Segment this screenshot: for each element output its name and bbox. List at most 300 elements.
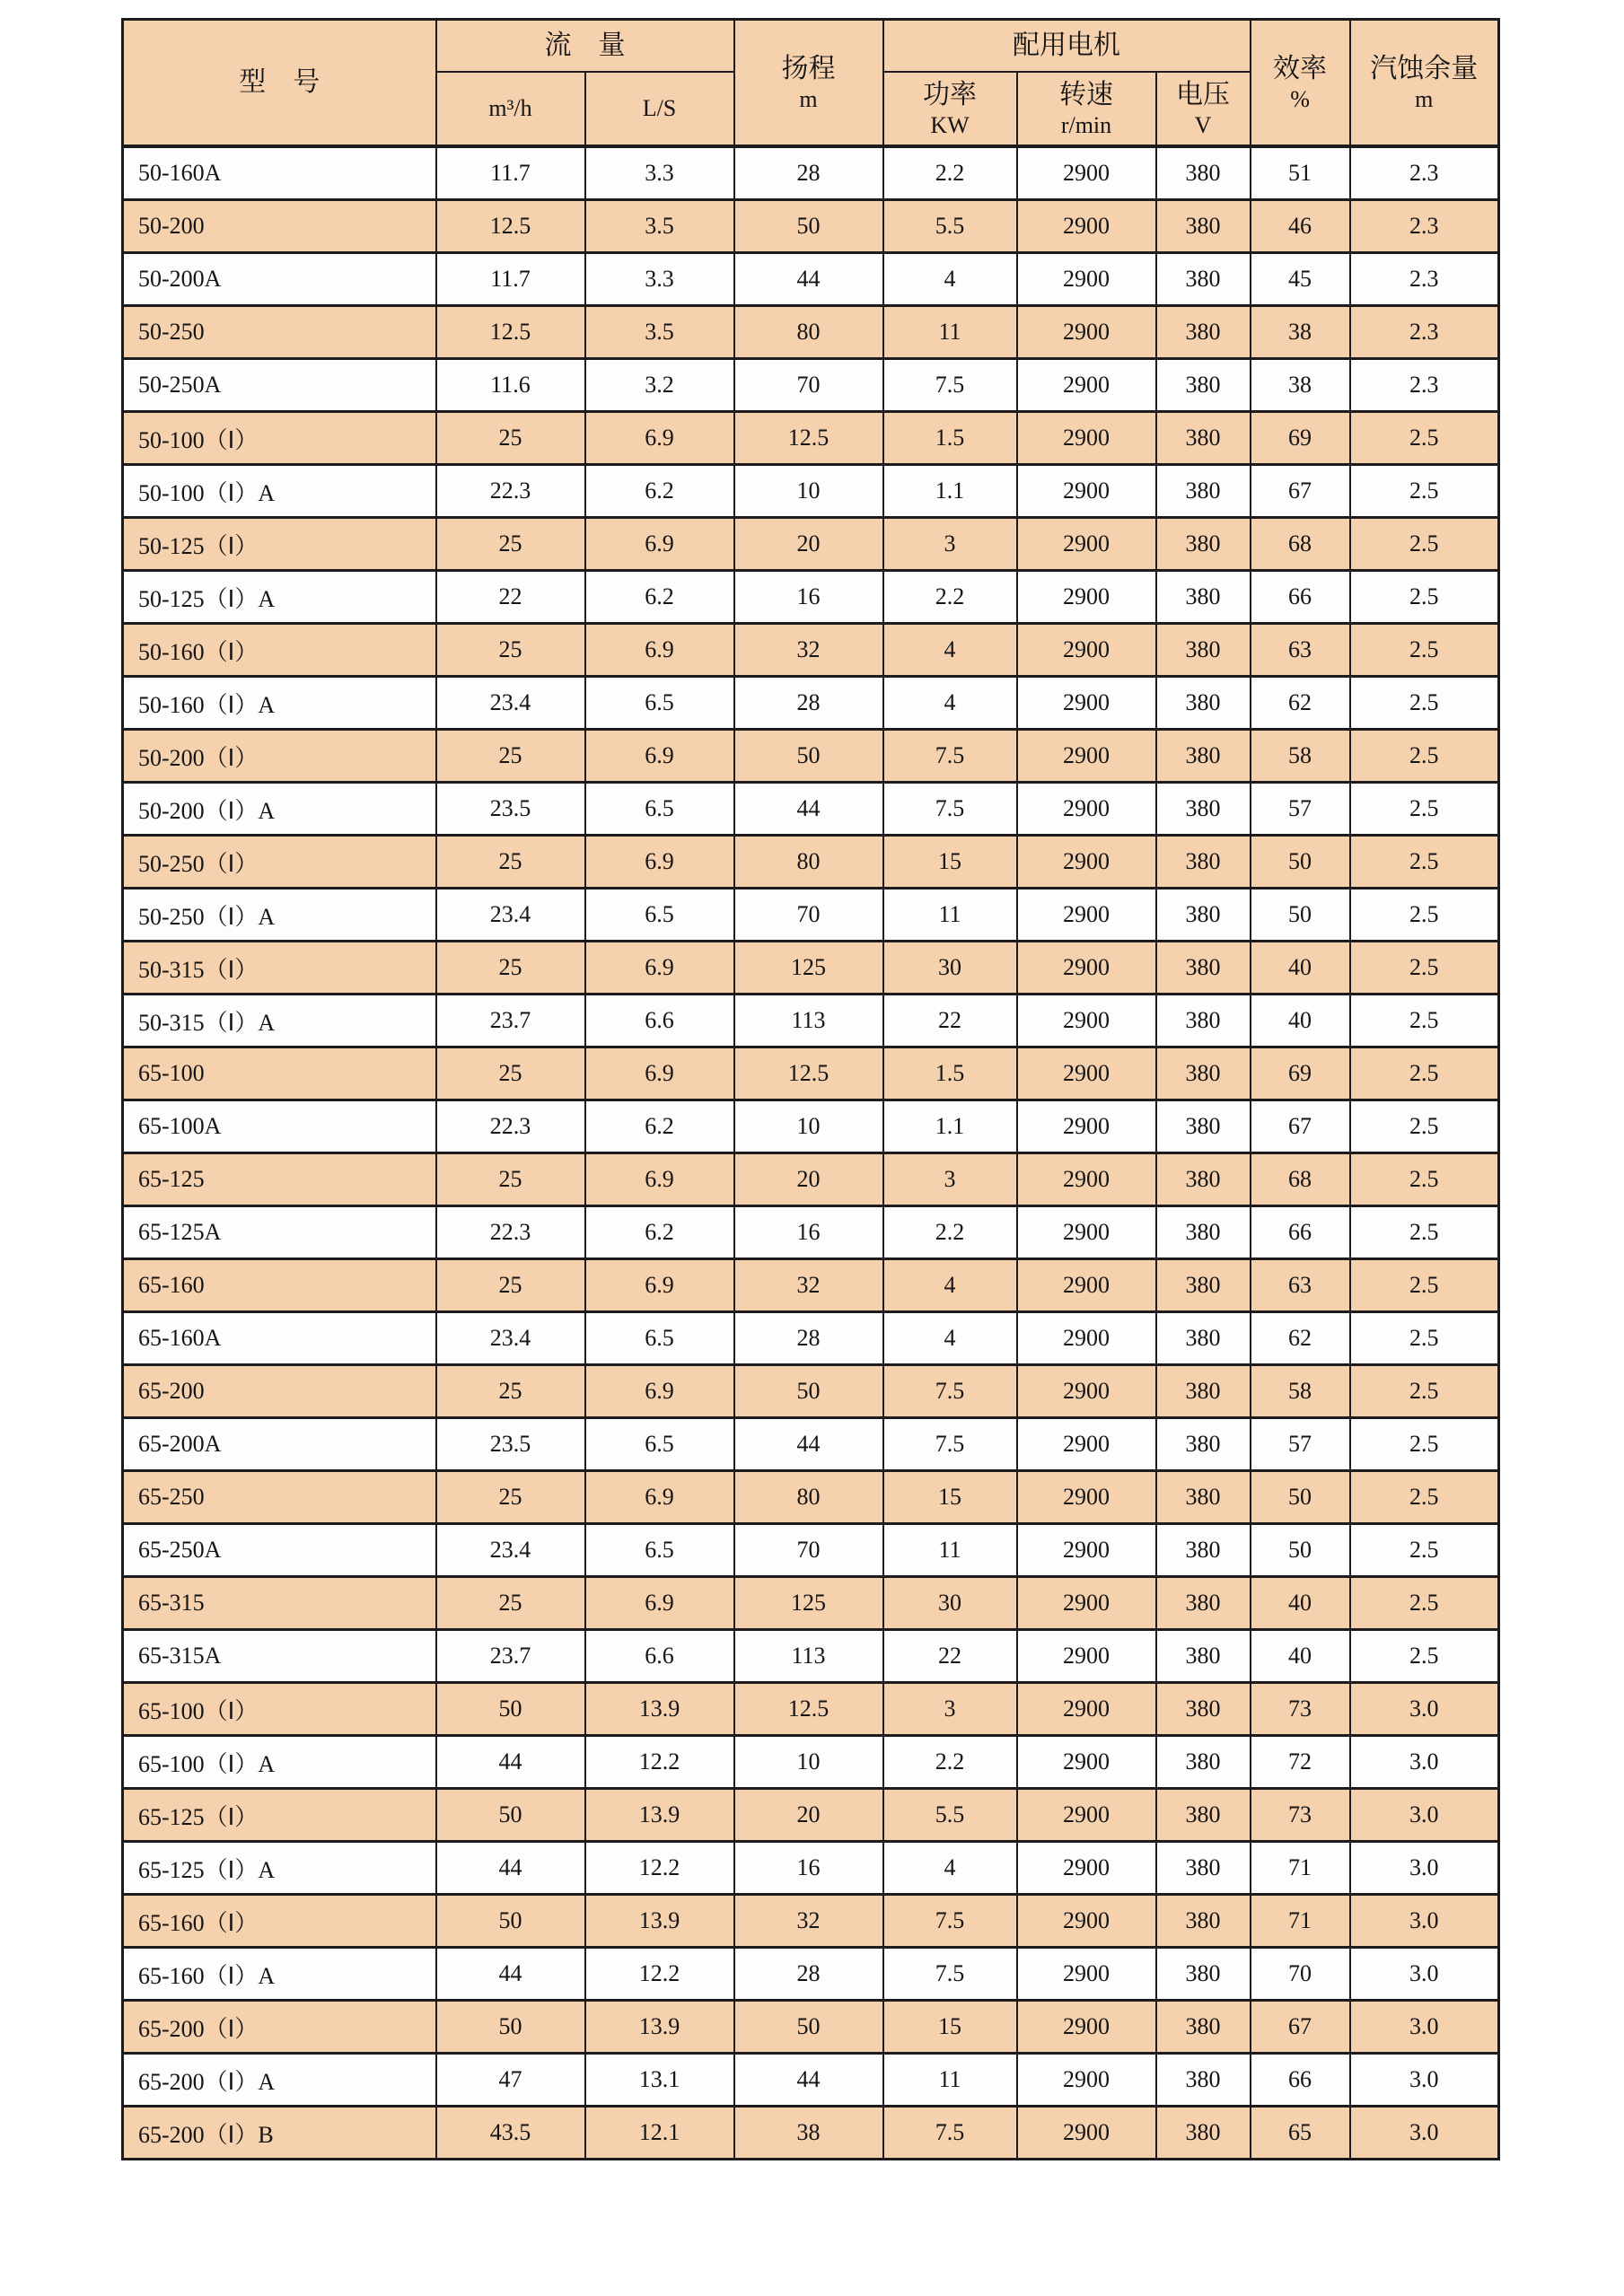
value-cell: 380: [1156, 1630, 1251, 1683]
model-cell: 50-200: [123, 200, 436, 253]
table-row: [123, 1100, 1499, 1153]
table-row: [123, 1206, 1499, 1259]
value-cell: 2900: [1017, 624, 1156, 677]
value-cell: 51: [1251, 146, 1350, 200]
value-cell: 2900: [1017, 1948, 1156, 2001]
value-cell: 6.9: [585, 942, 734, 995]
model-cell: 65-200A: [123, 1418, 436, 1471]
value-cell: 380: [1156, 942, 1251, 995]
value-cell: 2900: [1017, 1524, 1156, 1577]
value-cell: 2900: [1017, 306, 1156, 359]
value-cell: 20: [734, 1153, 883, 1206]
value-cell: 67: [1251, 465, 1350, 518]
model-cell: 65-250A: [123, 1524, 436, 1577]
value-cell: 7.5: [883, 1365, 1017, 1418]
value-cell: 3.0: [1350, 1842, 1499, 1895]
value-cell: 2.5: [1350, 836, 1499, 889]
value-cell: 2.5: [1350, 571, 1499, 624]
value-cell: 2.5: [1350, 1259, 1499, 1312]
value-cell: 2900: [1017, 730, 1156, 783]
model-cell: 50-100（Ⅰ）: [123, 412, 436, 465]
header-npsh: 汽蚀余量 m: [1350, 20, 1499, 147]
table-row: [123, 730, 1499, 783]
value-cell: 22.3: [436, 1100, 585, 1153]
value-cell: 38: [734, 2107, 883, 2160]
value-cell: 28: [734, 1312, 883, 1365]
value-cell: 2.2: [883, 146, 1017, 200]
value-cell: 2900: [1017, 2107, 1156, 2160]
value-cell: 6.9: [585, 624, 734, 677]
model-cell: 65-100（Ⅰ）A: [123, 1736, 436, 1789]
value-cell: 44: [436, 1736, 585, 1789]
value-cell: 12.5: [734, 1047, 883, 1100]
value-cell: 2900: [1017, 359, 1156, 412]
value-cell: 380: [1156, 306, 1251, 359]
value-cell: 380: [1156, 200, 1251, 253]
model-cell: 50-160（Ⅰ）: [123, 624, 436, 677]
value-cell: 3.0: [1350, 1948, 1499, 2001]
value-cell: 28: [734, 1948, 883, 2001]
value-cell: 380: [1156, 1365, 1251, 1418]
value-cell: 40: [1251, 995, 1350, 1047]
value-cell: 2.5: [1350, 730, 1499, 783]
value-cell: 3.0: [1350, 1895, 1499, 1948]
value-cell: 4: [883, 1842, 1017, 1895]
value-cell: 23.5: [436, 1418, 585, 1471]
table-row: [123, 1630, 1499, 1683]
value-cell: 13.9: [585, 1683, 734, 1736]
value-cell: 2900: [1017, 1365, 1156, 1418]
value-cell: 58: [1251, 1365, 1350, 1418]
value-cell: 1.1: [883, 1100, 1017, 1153]
table-row: [123, 1524, 1499, 1577]
value-cell: 2900: [1017, 412, 1156, 465]
value-cell: 380: [1156, 624, 1251, 677]
model-cell: 65-200（Ⅰ）B: [123, 2107, 436, 2160]
table-row: [123, 1683, 1499, 1736]
value-cell: 380: [1156, 2107, 1251, 2160]
model-cell: 50-125（Ⅰ）: [123, 518, 436, 571]
header-flow-ls: L/S: [585, 72, 734, 146]
value-cell: 22.3: [436, 465, 585, 518]
table-row: [123, 1259, 1499, 1312]
value-cell: 28: [734, 146, 883, 200]
value-cell: 6.5: [585, 1312, 734, 1365]
header-motor-voltage: 电压 V: [1156, 72, 1251, 146]
value-cell: 38: [1251, 306, 1350, 359]
value-cell: 44: [734, 1418, 883, 1471]
value-cell: 2.2: [883, 1736, 1017, 1789]
value-cell: 50: [1251, 889, 1350, 942]
table-row: [123, 1842, 1499, 1895]
value-cell: 2.3: [1350, 253, 1499, 306]
value-cell: 2.5: [1350, 624, 1499, 677]
value-cell: 15: [883, 1471, 1017, 1524]
value-cell: 25: [436, 730, 585, 783]
value-cell: 6.5: [585, 783, 734, 836]
value-cell: 45: [1251, 253, 1350, 306]
value-cell: 6.9: [585, 518, 734, 571]
value-cell: 71: [1251, 1842, 1350, 1895]
value-cell: 11: [883, 2054, 1017, 2107]
value-cell: 12.2: [585, 1842, 734, 1895]
value-cell: 6.9: [585, 1365, 734, 1418]
value-cell: 380: [1156, 518, 1251, 571]
value-cell: 40: [1251, 1577, 1350, 1630]
table-body: [123, 146, 1499, 2160]
value-cell: 2.3: [1350, 306, 1499, 359]
model-cell: 50-125（Ⅰ）A: [123, 571, 436, 624]
value-cell: 380: [1156, 730, 1251, 783]
value-cell: 63: [1251, 624, 1350, 677]
model-cell: 50-160（Ⅰ）A: [123, 677, 436, 730]
header-motor-group: 配用电机: [883, 20, 1251, 73]
value-cell: 3.0: [1350, 2001, 1499, 2054]
value-cell: 2900: [1017, 200, 1156, 253]
value-cell: 16: [734, 1842, 883, 1895]
value-cell: 2900: [1017, 1312, 1156, 1365]
value-cell: 23.4: [436, 1312, 585, 1365]
value-cell: 50: [1251, 1524, 1350, 1577]
table-header: [123, 20, 1499, 147]
model-cell: 50-250（Ⅰ）A: [123, 889, 436, 942]
value-cell: 7.5: [883, 1418, 1017, 1471]
model-cell: 65-200（Ⅰ）A: [123, 2054, 436, 2107]
value-cell: 10: [734, 465, 883, 518]
value-cell: 380: [1156, 1736, 1251, 1789]
value-cell: 380: [1156, 465, 1251, 518]
value-cell: 2900: [1017, 1047, 1156, 1100]
value-cell: 2900: [1017, 1736, 1156, 1789]
value-cell: 66: [1251, 2054, 1350, 2107]
value-cell: 50: [436, 1789, 585, 1842]
value-cell: 380: [1156, 1100, 1251, 1153]
value-cell: 3: [883, 1683, 1017, 1736]
header-flow-m3h: m³/h: [436, 72, 585, 146]
value-cell: 380: [1156, 1789, 1251, 1842]
value-cell: 28: [734, 677, 883, 730]
value-cell: 80: [734, 836, 883, 889]
value-cell: 11.6: [436, 359, 585, 412]
table-row: [123, 1471, 1499, 1524]
value-cell: 40: [1251, 1630, 1350, 1683]
model-cell: 65-250: [123, 1471, 436, 1524]
value-cell: 3.2: [585, 359, 734, 412]
value-cell: 6.5: [585, 1524, 734, 1577]
value-cell: 2.5: [1350, 1471, 1499, 1524]
value-cell: 22: [436, 571, 585, 624]
value-cell: 6.5: [585, 889, 734, 942]
model-cell: 65-200（Ⅰ）: [123, 2001, 436, 2054]
table-row: [123, 359, 1499, 412]
value-cell: 2900: [1017, 1153, 1156, 1206]
table-row: [123, 1153, 1499, 1206]
model-cell: 65-160A: [123, 1312, 436, 1365]
model-cell: 50-250（Ⅰ）: [123, 836, 436, 889]
value-cell: 2.5: [1350, 1312, 1499, 1365]
value-cell: 380: [1156, 1153, 1251, 1206]
table-row: [123, 995, 1499, 1047]
value-cell: 2.3: [1350, 200, 1499, 253]
value-cell: 23.4: [436, 1524, 585, 1577]
value-cell: 6.2: [585, 1206, 734, 1259]
model-cell: 50-250A: [123, 359, 436, 412]
value-cell: 2900: [1017, 1577, 1156, 1630]
value-cell: 68: [1251, 1153, 1350, 1206]
value-cell: 2900: [1017, 518, 1156, 571]
value-cell: 2900: [1017, 146, 1156, 200]
value-cell: 6.5: [585, 677, 734, 730]
value-cell: 69: [1251, 412, 1350, 465]
table-row: [123, 1789, 1499, 1842]
value-cell: 3.0: [1350, 2107, 1499, 2160]
table-row: [123, 2107, 1499, 2160]
value-cell: 2.5: [1350, 1418, 1499, 1471]
table-row: [123, 836, 1499, 889]
value-cell: 3.0: [1350, 2054, 1499, 2107]
table-row: [123, 677, 1499, 730]
value-cell: 44: [436, 1842, 585, 1895]
value-cell: 4: [883, 624, 1017, 677]
value-cell: 2.5: [1350, 1365, 1499, 1418]
value-cell: 113: [734, 1630, 883, 1683]
value-cell: 25: [436, 836, 585, 889]
value-cell: 50: [734, 200, 883, 253]
value-cell: 10: [734, 1736, 883, 1789]
value-cell: 6.9: [585, 836, 734, 889]
value-cell: 16: [734, 571, 883, 624]
table-row: [123, 624, 1499, 677]
value-cell: 6.9: [585, 1471, 734, 1524]
model-cell: 65-315: [123, 1577, 436, 1630]
value-cell: 380: [1156, 1312, 1251, 1365]
value-cell: 12.2: [585, 1948, 734, 2001]
value-cell: 3.5: [585, 306, 734, 359]
value-cell: 38: [1251, 359, 1350, 412]
value-cell: 32: [734, 1259, 883, 1312]
value-cell: 3: [883, 518, 1017, 571]
value-cell: 6.2: [585, 1100, 734, 1153]
value-cell: 12.1: [585, 2107, 734, 2160]
value-cell: 2900: [1017, 1206, 1156, 1259]
value-cell: 16: [734, 1206, 883, 1259]
value-cell: 2.5: [1350, 677, 1499, 730]
table-row: [123, 518, 1499, 571]
value-cell: 6.6: [585, 1630, 734, 1683]
value-cell: 2.5: [1350, 1206, 1499, 1259]
value-cell: 6.2: [585, 571, 734, 624]
value-cell: 12.5: [734, 412, 883, 465]
value-cell: 1.5: [883, 412, 1017, 465]
value-cell: 6.9: [585, 1047, 734, 1100]
value-cell: 2.5: [1350, 1630, 1499, 1683]
value-cell: 6.6: [585, 995, 734, 1047]
value-cell: 2.5: [1350, 1524, 1499, 1577]
value-cell: 6.9: [585, 1259, 734, 1312]
value-cell: 4: [883, 677, 1017, 730]
value-cell: 2900: [1017, 2001, 1156, 2054]
value-cell: 25: [436, 624, 585, 677]
model-cell: 65-160（Ⅰ）: [123, 1895, 436, 1948]
value-cell: 20: [734, 1789, 883, 1842]
value-cell: 380: [1156, 2001, 1251, 2054]
value-cell: 3.0: [1350, 1789, 1499, 1842]
value-cell: 50: [436, 1683, 585, 1736]
model-cell: 50-200（Ⅰ）A: [123, 783, 436, 836]
value-cell: 30: [883, 942, 1017, 995]
value-cell: 3.0: [1350, 1683, 1499, 1736]
value-cell: 20: [734, 518, 883, 571]
value-cell: 50: [1251, 1471, 1350, 1524]
value-cell: 6.5: [585, 1418, 734, 1471]
value-cell: 3: [883, 1153, 1017, 1206]
value-cell: 50: [734, 730, 883, 783]
pump-spec-table: [121, 18, 1500, 2160]
value-cell: 7.5: [883, 730, 1017, 783]
model-cell: 50-315（Ⅰ）: [123, 942, 436, 995]
value-cell: 11: [883, 306, 1017, 359]
value-cell: 2.5: [1350, 1047, 1499, 1100]
table-row: [123, 2054, 1499, 2107]
table-row: [123, 253, 1499, 306]
model-cell: 65-125（Ⅰ）A: [123, 1842, 436, 1895]
value-cell: 70: [734, 359, 883, 412]
value-cell: 66: [1251, 571, 1350, 624]
value-cell: 73: [1251, 1683, 1350, 1736]
value-cell: 25: [436, 1047, 585, 1100]
value-cell: 2.5: [1350, 1153, 1499, 1206]
value-cell: 2900: [1017, 2054, 1156, 2107]
table-row: [123, 571, 1499, 624]
value-cell: 380: [1156, 1842, 1251, 1895]
value-cell: 12.2: [585, 1736, 734, 1789]
value-cell: 25: [436, 412, 585, 465]
value-cell: 113: [734, 995, 883, 1047]
value-cell: 4: [883, 1259, 1017, 1312]
value-cell: 2.2: [883, 571, 1017, 624]
value-cell: 2900: [1017, 783, 1156, 836]
table-row: [123, 783, 1499, 836]
table-row: [123, 1418, 1499, 1471]
table-row: [123, 146, 1499, 200]
value-cell: 70: [734, 1524, 883, 1577]
value-cell: 30: [883, 1577, 1017, 1630]
value-cell: 380: [1156, 1259, 1251, 1312]
value-cell: 63: [1251, 1259, 1350, 1312]
table-row: [123, 306, 1499, 359]
model-cell: 65-100A: [123, 1100, 436, 1153]
value-cell: 2.5: [1350, 995, 1499, 1047]
value-cell: 25: [436, 1153, 585, 1206]
value-cell: 40: [1251, 942, 1350, 995]
value-cell: 72: [1251, 1736, 1350, 1789]
value-cell: 380: [1156, 1418, 1251, 1471]
value-cell: 2900: [1017, 889, 1156, 942]
value-cell: 22: [883, 995, 1017, 1047]
model-cell: 65-125A: [123, 1206, 436, 1259]
value-cell: 2900: [1017, 1895, 1156, 1948]
model-cell: 65-160: [123, 1259, 436, 1312]
value-cell: 43.5: [436, 2107, 585, 2160]
value-cell: 6.2: [585, 465, 734, 518]
value-cell: 380: [1156, 995, 1251, 1047]
value-cell: 32: [734, 1895, 883, 1948]
table-row: [123, 200, 1499, 253]
value-cell: 3.3: [585, 253, 734, 306]
value-cell: 13.9: [585, 2001, 734, 2054]
value-cell: 2.3: [1350, 359, 1499, 412]
value-cell: 380: [1156, 253, 1251, 306]
value-cell: 25: [436, 942, 585, 995]
value-cell: 2900: [1017, 1418, 1156, 1471]
value-cell: 2900: [1017, 1259, 1156, 1312]
value-cell: 23.4: [436, 889, 585, 942]
value-cell: 57: [1251, 1418, 1350, 1471]
value-cell: 6.9: [585, 730, 734, 783]
value-cell: 7.5: [883, 2107, 1017, 2160]
value-cell: 58: [1251, 730, 1350, 783]
value-cell: 73: [1251, 1789, 1350, 1842]
model-cell: 65-100（Ⅰ）: [123, 1683, 436, 1736]
value-cell: 12.5: [436, 306, 585, 359]
header-model: 型 号: [123, 20, 436, 147]
value-cell: 5.5: [883, 200, 1017, 253]
value-cell: 1.1: [883, 465, 1017, 518]
value-cell: 44: [734, 2054, 883, 2107]
value-cell: 62: [1251, 677, 1350, 730]
model-cell: 50-250: [123, 306, 436, 359]
model-cell: 65-125（Ⅰ）: [123, 1789, 436, 1842]
value-cell: 2.5: [1350, 518, 1499, 571]
value-cell: 47: [436, 2054, 585, 2107]
value-cell: 46: [1251, 200, 1350, 253]
value-cell: 13.9: [585, 1895, 734, 1948]
value-cell: 22: [883, 1630, 1017, 1683]
value-cell: 7.5: [883, 359, 1017, 412]
model-cell: 65-315A: [123, 1630, 436, 1683]
value-cell: 380: [1156, 571, 1251, 624]
value-cell: 2900: [1017, 1100, 1156, 1153]
value-cell: 3.0: [1350, 1736, 1499, 1789]
value-cell: 2900: [1017, 465, 1156, 518]
value-cell: 6.9: [585, 412, 734, 465]
value-cell: 13.9: [585, 1789, 734, 1842]
header-head: 扬程 m: [734, 20, 883, 147]
model-cell: 50-100（Ⅰ）A: [123, 465, 436, 518]
value-cell: 380: [1156, 1524, 1251, 1577]
value-cell: 50: [436, 2001, 585, 2054]
value-cell: 25: [436, 1577, 585, 1630]
value-cell: 22.3: [436, 1206, 585, 1259]
header-row-groups: [123, 20, 1499, 73]
value-cell: 15: [883, 2001, 1017, 2054]
value-cell: 380: [1156, 146, 1251, 200]
value-cell: 380: [1156, 2054, 1251, 2107]
value-cell: 2900: [1017, 1683, 1156, 1736]
value-cell: 380: [1156, 412, 1251, 465]
table-row: [123, 1365, 1499, 1418]
value-cell: 380: [1156, 1047, 1251, 1100]
value-cell: 2.5: [1350, 783, 1499, 836]
value-cell: 2.5: [1350, 1100, 1499, 1153]
table-row: [123, 889, 1499, 942]
model-cell: 50-200（Ⅰ）: [123, 730, 436, 783]
value-cell: 2.5: [1350, 889, 1499, 942]
value-cell: 25: [436, 1365, 585, 1418]
header-flow-group: 流 量: [436, 20, 734, 73]
value-cell: 2.2: [883, 1206, 1017, 1259]
value-cell: 7.5: [883, 783, 1017, 836]
